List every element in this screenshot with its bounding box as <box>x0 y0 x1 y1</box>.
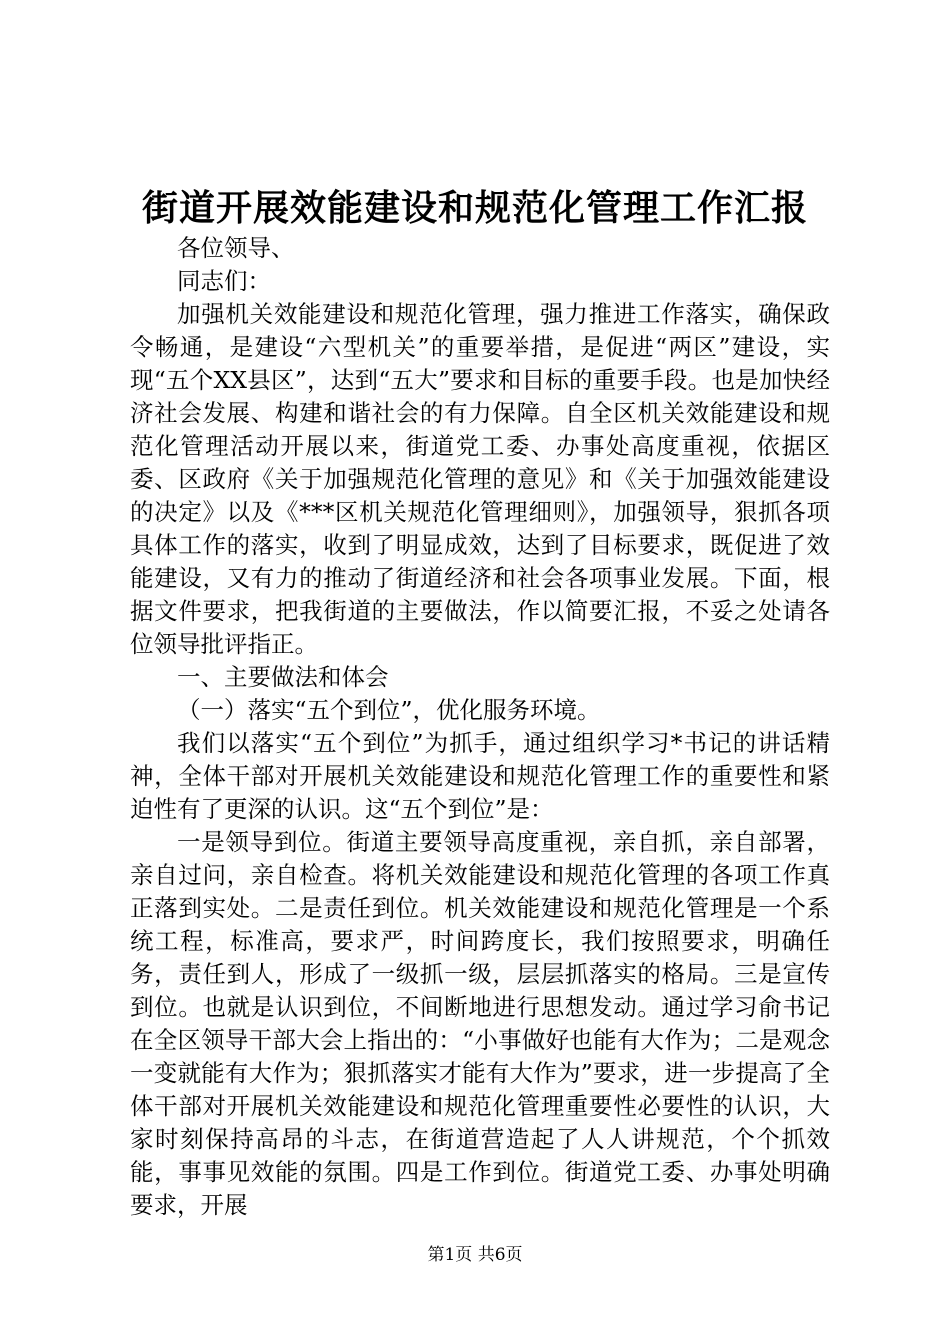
page-footer: 第1页 共6页 <box>427 1245 523 1265</box>
document-body <box>130 232 830 1222</box>
section-heading: 一、主要做法和体会 <box>177 663 389 691</box>
paragraph-introduction: 加强机关效能建设和规范化管理，强力推进工作落实，确保政令畅通，是建设“六型机关”的重要举措，是促进“两区”建设，实现“五个XX县区”，达到“五大”要求和目标的重要手段。也是加快经济社会发展、构建和谐社会的有力保障。自全区机关效能建设和规范化管理活动开展以来，街道党工委、办事处高度重视，依据区委、区政府《关于加强规范化管理的意见》和《关于加强效能建设的决定》以及《***区机关规范化管理细则》，加强领导，狠抓各项具体工作的落实，收到了明显成效，达到了目标要求，既促进了效能建设，又有力的推动了街道经济和社会各项事业发展。下面，根据文件要求，把我街道的主要做法，作以简要汇报，不妥之处请各位领导批评指正。 <box>130 300 830 658</box>
subsection-heading: （一）落实“五个到位”，优化服务环境。 <box>177 696 601 724</box>
paragraph-five-in-place: 我们以落实“五个到位”为抓手，通过组织学习*书记的讲话精神，全体干部对开展机关效能建设和规范化管理工作的重要性和紧迫性有了更深的认识。这“五个到位”是： <box>130 729 830 823</box>
salutation-leaders: 各位领导、 <box>177 234 295 262</box>
paragraph-details: 一是领导到位。街道主要领导高度重视，亲自抓，亲自部署，亲自过问，亲自检查。将机关效能建设和规范化管理的各项工作真正落到实处。二是责任到位。机关效能建设和规范化管理是一个系统工程，标准高，要求严，时间跨度长，我们按照要求，明确任务，责任到人，形成了一级抓一级，层层抓落实的格局。三是宣传到位。也就是认识到位，不间断地进行思想发动。通过学习俞书记在全区领导干部大会上指出的：“小事做好也能有大作为；二是观念一变就能有大作为；狠抓落实才能有大作为”要求，进一步提高了全体干部对开展机关效能建设和规范化管理重要性必要性的认识，大家时刻保持高昂的斗志，在街道营造起了人人讲规范，个个抓效能，事事见效能的氛围。四是工作到位。街道党工委、办事处明确要求，开展 <box>130 828 830 1219</box>
document-title: 街道开展效能建设和规范化管理工作汇报 <box>141 187 808 229</box>
salutation-comrades: 同志们： <box>177 267 271 295</box>
